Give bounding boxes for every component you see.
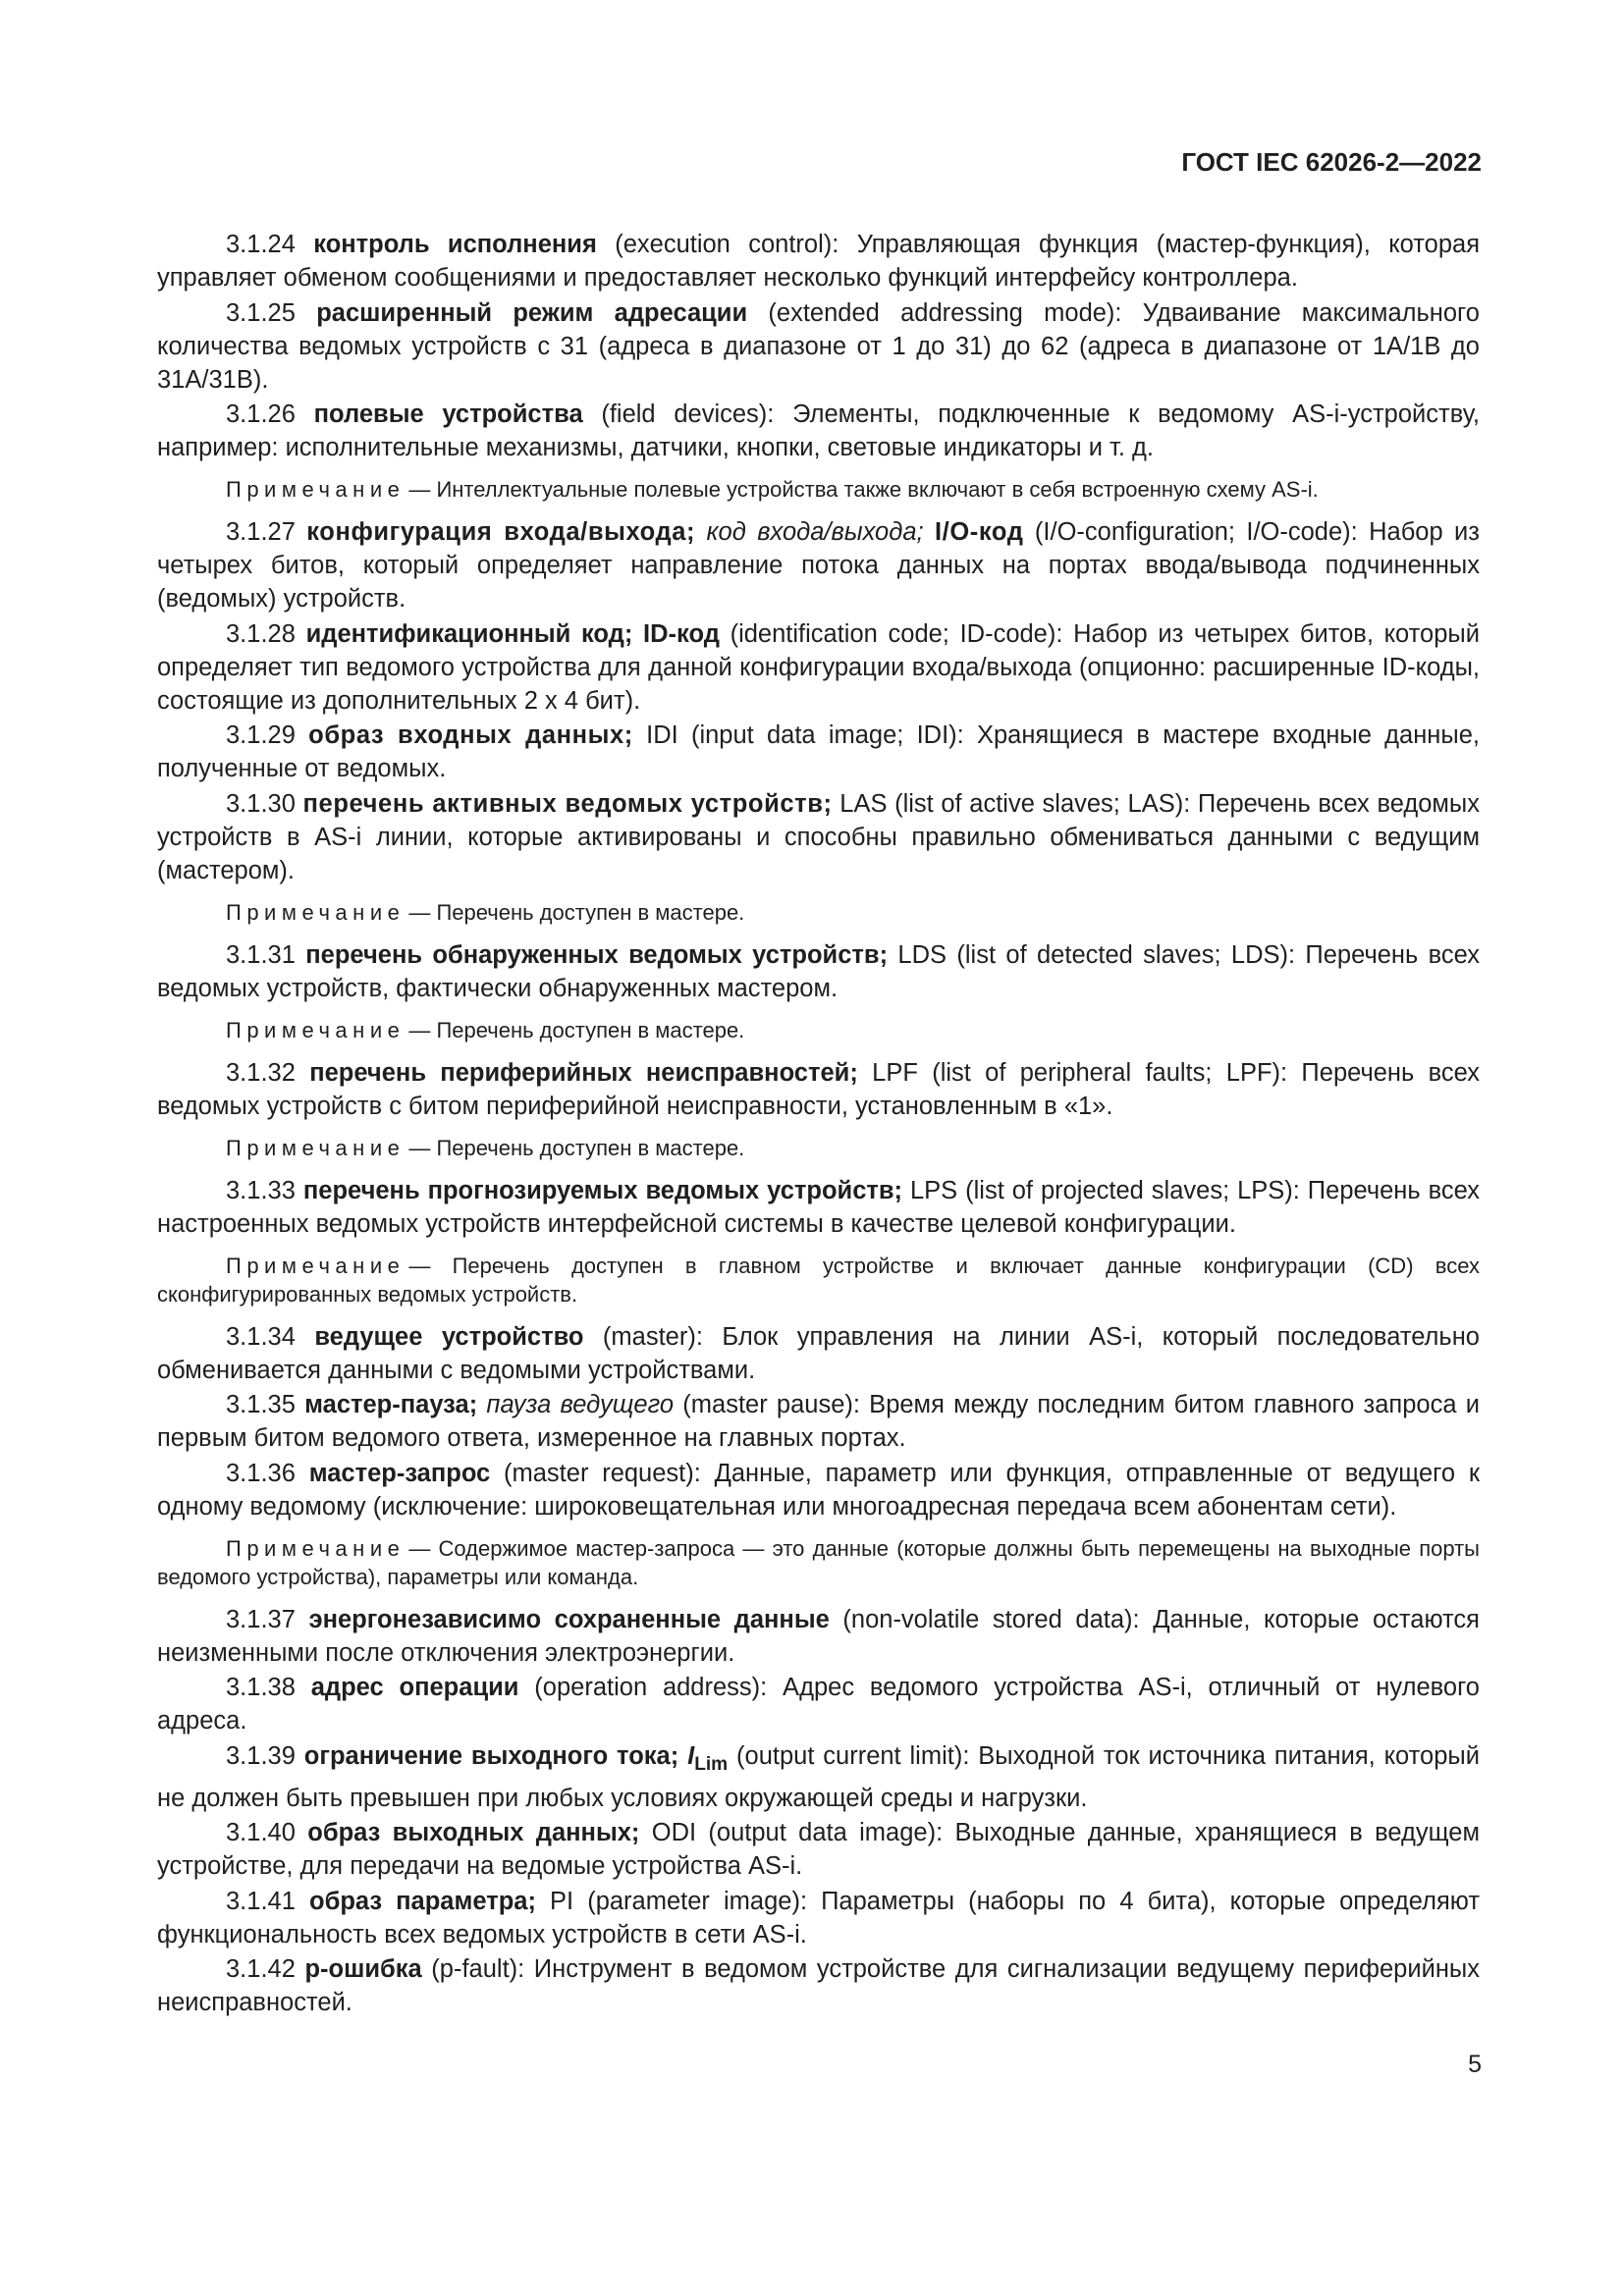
- term-synonym: пауза ведущего: [486, 1391, 675, 1418]
- note-dash: —: [408, 1535, 431, 1561]
- note-label: Примечание: [226, 477, 406, 502]
- definition-3-1-30: [157, 787, 1480, 887]
- term: идентификационный код; ID-код: [305, 619, 720, 648]
- definition-3-1-38: [157, 1671, 1480, 1737]
- entry-number: 3.1.26: [226, 400, 296, 428]
- definition-text: (non-volatile stored data): Данные, которые остаются неизменными после отключения электроэнергии.: [157, 1605, 1480, 1667]
- term: ограничение выходного тока;: [303, 1741, 679, 1770]
- entry-number: 3.1.42: [226, 1955, 296, 1984]
- term-synonym: код входа/выхода;: [706, 518, 924, 546]
- note-dash: —: [408, 899, 431, 925]
- entry-number: 3.1.39: [226, 1741, 296, 1770]
- definition-text: ODI (output data image): Выходные данные, хранящиеся в ведущем устройстве, для передачи на ведомые устройства AS-i.: [157, 1819, 1480, 1881]
- definition-text: (extended addressing mode): Удваивание максимального количества ведомых устройств с 31 (адреса в диапазоне от 1 до 31) до 62 (адреса в диапазоне от 1A/1B до 31A/31B).: [157, 298, 1480, 394]
- definition-3-1-31: [157, 938, 1480, 1005]
- term: адрес операции: [310, 1674, 519, 1701]
- note-3-1-36: [157, 1534, 1480, 1591]
- definition-text: IDI (input data image; IDI): Хранящиеся в мастере входные данные, полученные от ведомых.: [157, 721, 1480, 782]
- symbol-subscript: Lim: [694, 1753, 729, 1775]
- note-label: Примечание: [226, 1135, 406, 1160]
- note-text: Перечень доступен в главном устройстве и включает данные конфигурации (CD) всех сконфигурированных ведомых устройств.: [157, 1253, 1480, 1307]
- definition-text: (field devices): Элементы, подключенные к ведомому AS-i-устройству, например: исполнительные механизмы, датчики, кнопки, световые индикаторы и т. д.: [157, 400, 1480, 461]
- definition-3-1-24: [157, 228, 1480, 294]
- definition-3-1-27: [157, 515, 1480, 615]
- entry-number: 3.1.33: [226, 1176, 296, 1204]
- definition-text: (operation address): Адрес ведомого устройства AS-i, отличный от нулевого адреса.: [157, 1674, 1480, 1735]
- note-dash: —: [408, 1253, 431, 1278]
- note-label: Примечание: [226, 1535, 406, 1561]
- entry-number: 3.1.32: [226, 1058, 296, 1087]
- definition-text: (I/O-configuration; I/O-code): Набор из четырех битов, который определяет направление потока данных на портах ввода/вывода подчиненных (ведомых) устройств.: [157, 518, 1480, 613]
- note-3-1-26: [157, 475, 1480, 504]
- term: мастер-запрос: [308, 1459, 491, 1487]
- definition-text: (p-fault): Инструмент в ведомом устройстве для сигнализации ведущему периферийных неисправностей.: [157, 1955, 1481, 2017]
- definition-text: (master pause): Время между последним битом главного запроса и первым битом ведомого ответа, измеренное на главных портах.: [157, 1391, 1480, 1452]
- definition-text: PI (parameter image): Параметры (наборы по 4 бита), которые определяют функциональность всех ведомых устройств в сети AS-i.: [157, 1887, 1481, 1949]
- definition-text: (execution control): Управляющая функция (мастер-функция), которая управляет обменом сообщениями и предоставляет несколько функций интерфейсу контроллера.: [157, 231, 1481, 292]
- note-text: Перечень доступен в мастере.: [436, 899, 745, 925]
- entry-number: 3.1.30: [226, 789, 296, 818]
- definition-text: (output current limit): Выходной ток источника питания, который не должен быть превышен при любых условиях окружающей среды и нагрузки.: [157, 1741, 1480, 1812]
- entry-number: 3.1.24: [226, 231, 296, 258]
- note-text: Содержимое мастер-запроса — это данные (которые должны быть перемещены на выходные порты ведомого устройства), параметры или команда.: [157, 1535, 1480, 1589]
- term: р-ошибка: [304, 1955, 422, 1984]
- term: перечень периферийных неисправностей;: [309, 1058, 858, 1087]
- term: расширенный режим адресации: [316, 298, 748, 327]
- entry-number: 3.1.25: [226, 298, 296, 327]
- note-text: Перечень доступен в мастере.: [436, 1017, 745, 1042]
- definition-text: (master): Блок управления на линии AS-i, который последовательно обменивается данными с ведомыми устройствами.: [157, 1322, 1480, 1384]
- term: мастер-пауза;: [304, 1391, 478, 1418]
- entry-number: 3.1.40: [226, 1819, 296, 1847]
- term-abbreviation: I/O-код: [934, 518, 1024, 546]
- term: образ входных данных;: [308, 721, 633, 749]
- note-dash: —: [408, 477, 431, 502]
- term: образ параметра;: [309, 1887, 536, 1915]
- note-label: Примечание: [226, 1017, 406, 1042]
- note-3-1-31: [157, 1016, 1480, 1044]
- entry-number: 3.1.38: [226, 1674, 296, 1701]
- note-text: Перечень доступен в мастере.: [436, 1135, 745, 1160]
- term: образ выходных данных;: [307, 1819, 640, 1847]
- note-3-1-33: [157, 1252, 1480, 1308]
- definition-3-1-39: [157, 1739, 1480, 1815]
- definition-text: (identification code; ID-code): Набор из четырех битов, который определяет тип ведомого устройства для данной конфигурации входа/выхода (опционно: расширенные ID-коды, состоящие из дополнительных 2 x 4 бит).: [157, 619, 1480, 715]
- definition-3-1-40: [157, 1816, 1480, 1883]
- term: конфигурация входа/выхода;: [306, 518, 696, 546]
- document-designation: ГОСТ IEC 62026-2—2022: [1181, 147, 1482, 177]
- entry-number: 3.1.41: [226, 1887, 296, 1915]
- definition-3-1-25: [157, 296, 1480, 397]
- definition-text: LDS (list of detected slaves; LDS): Перечень всех ведомых устройств, фактически обнаруженных мастером.: [157, 940, 1481, 1002]
- definition-3-1-36: [157, 1457, 1480, 1523]
- note-label: Примечание: [226, 1253, 406, 1278]
- definition-3-1-26: [157, 398, 1480, 464]
- definition-3-1-28: [157, 617, 1480, 718]
- symbol: I: [687, 1741, 695, 1770]
- definition-3-1-32: [157, 1056, 1480, 1123]
- entry-number: 3.1.29: [226, 721, 296, 749]
- term: ведущее устройство: [314, 1322, 584, 1351]
- entry-number: 3.1.27: [226, 518, 296, 546]
- term: перечень активных ведомых устройств;: [302, 789, 833, 818]
- entry-number: 3.1.36: [226, 1459, 296, 1487]
- definition-3-1-37: [157, 1603, 1480, 1670]
- note-text: Интеллектуальные полевые устройства также включают в себя встроенную схему AS-i.: [436, 477, 1319, 502]
- term: перечень прогнозируемых ведомых устройств;: [302, 1176, 903, 1204]
- term: энергонезависимо сохраненные данные: [308, 1605, 830, 1633]
- definition-3-1-41: [157, 1885, 1480, 1951]
- note-dash: —: [408, 1135, 431, 1160]
- term: контроль исполнения: [313, 231, 597, 258]
- definition-3-1-35: [157, 1388, 1480, 1455]
- note-label: Примечание: [226, 899, 406, 925]
- note-dash: —: [408, 1017, 431, 1042]
- definition-3-1-33: [157, 1174, 1480, 1241]
- definition-3-1-29: [157, 719, 1480, 785]
- entry-number: 3.1.37: [226, 1605, 296, 1633]
- page-number: 5: [1468, 2051, 1482, 2078]
- definition-text: LPS (list of projected slaves; LPS): Перечень всех настроенных ведомых устройств интерфейсной системы в качестве целевой конфигурации.: [157, 1176, 1480, 1238]
- entry-number: 3.1.34: [226, 1322, 296, 1351]
- entry-number: 3.1.35: [226, 1391, 296, 1418]
- definition-text: LAS (list of active slaves; LAS): Перечень всех ведомых устройств в AS-i линии, которые активированы и способны правильно обмениваться данными с ведущим (мастером).: [157, 789, 1480, 884]
- term: полевые устройства: [313, 400, 583, 428]
- definition-3-1-34: [157, 1320, 1480, 1387]
- entry-number: 3.1.28: [226, 619, 296, 648]
- definition-text: LPF (list of peripheral faults; LPF): Перечень всех ведомых устройств с битом периферийной неисправности, установленным в «1».: [157, 1058, 1480, 1120]
- note-3-1-30: [157, 898, 1480, 927]
- definition-3-1-42: [157, 1952, 1480, 2019]
- definitions-list: [157, 228, 1480, 2021]
- definition-text: (master request): Данные, параметр или функция, отправленные от ведущего к одному ведомому (исключение: широковещательная или многоадресная передача всем абонентам сети).: [157, 1459, 1480, 1521]
- note-3-1-32: [157, 1134, 1480, 1162]
- entry-number: 3.1.31: [226, 940, 296, 969]
- term: перечень обнаруженных ведомых устройств;: [305, 940, 889, 969]
